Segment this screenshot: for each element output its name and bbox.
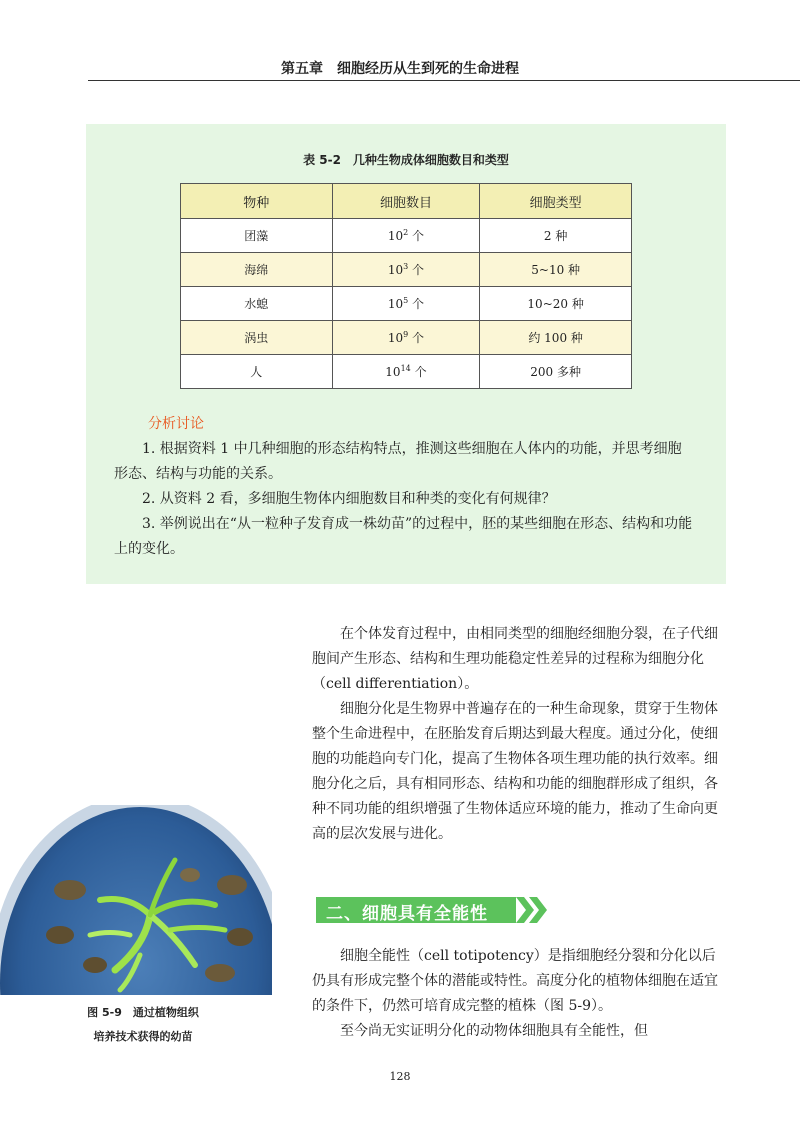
section-heading (316, 897, 548, 923)
types-cell: 约 100 种 (480, 321, 632, 355)
section-heading-label: 二、细胞具有全能性 (326, 904, 488, 924)
header-types: 细胞类型 (480, 184, 632, 219)
paragraph: 至今尚无实证明分化的动物体细胞具有全能性，但 (340, 1023, 648, 1039)
body-text-lower (312, 944, 726, 1044)
count-cell: $10^5$ 个 (332, 287, 480, 321)
paragraph: 细胞全能性（cell totipotency）是指细胞经分裂和分化以后仍具有形成完整个体的潜能或特性。高度分化的植物体细胞在适宜的条件下，仍然可培育成完整的植株（图 5-9）。 (312, 948, 718, 1014)
caption-line: 培养技术获得的幼苗 (93, 1030, 193, 1043)
analysis-heading: 分析讨论 (148, 416, 204, 432)
table-row (181, 219, 632, 253)
seedling-photo (0, 805, 272, 995)
count-cell: $10^2$ 个 (332, 219, 480, 253)
petri-dish-image (0, 805, 272, 995)
analysis-item: 2. 从资料 2 看，多细胞生物体内细胞数目和种类的变化有何规律？ (142, 491, 556, 507)
paragraph: 在个体发育过程中，由相同类型的细胞经细胞分裂，在子代细胞间产生形态、结构和生理功能稳定性差异的过程称为细胞分化（cell differentiation）。 (312, 626, 718, 692)
page-number: 128 (389, 1070, 411, 1083)
chapter-header: 第五章 细胞经历从生到死的生命进程 (281, 61, 519, 77)
species-cell: 团藻 (181, 219, 333, 253)
body-text-upper (312, 622, 726, 847)
count-cell: $10^9$ 个 (332, 321, 480, 355)
figure-caption (0, 1001, 286, 1049)
table-row (181, 355, 632, 389)
species-cell: 涡虫 (181, 321, 333, 355)
types-cell: 2 种 (480, 219, 632, 253)
table-row (181, 253, 632, 287)
paragraph: 细胞分化是生物界中普遍存在的一种生命现象，贯穿于生物体整个生命进程中，在胚胎发育后期达到最大程度。通过分化，使细胞的功能趋向专门化，提高了生物体各项生理功能的执行效率。细胞分化之后，具有相同形态、结构和功能的细胞群形成了组织，各种不同功能的组织增强了生物体适应环境的能力，推动了生命向更高的层次发展与进化。 (312, 701, 718, 842)
analysis-item: 3. 举例说出在“从一粒种子发育成一株幼苗”的过程中，胚的某些细胞在形态、结构和功能上的变化。 (114, 516, 693, 557)
table-header-row (181, 184, 632, 219)
caption-line: 图 5-9 通过植物组织 (87, 1006, 199, 1019)
header-divider (88, 80, 800, 81)
count-cell: $10^3$ 个 (332, 253, 480, 287)
table-title: 表 5-2 几种生物成体细胞数目和类型 (303, 153, 509, 167)
count-cell: $10^{14}$ 个 (332, 355, 480, 389)
types-cell: 5~10 种 (480, 253, 632, 287)
table-row (181, 287, 632, 321)
analysis-item: 1. 根据资料 1 中几种细胞的形态结构特点，推测这些细胞在人体内的功能，并思考细胞形态、结构与功能的关系。 (114, 441, 682, 482)
types-cell: 10~20 种 (480, 287, 632, 321)
species-cell: 人 (181, 355, 333, 389)
cell-table (180, 183, 632, 389)
types-cell: 200 多种 (480, 355, 632, 389)
header-count: 细胞数目 (332, 184, 480, 219)
analysis-questions (114, 437, 694, 562)
header-species: 物种 (181, 184, 333, 219)
table-row (181, 321, 632, 355)
species-cell: 水螅 (181, 287, 333, 321)
double-chevron-icon (516, 897, 548, 923)
species-cell: 海绵 (181, 253, 333, 287)
